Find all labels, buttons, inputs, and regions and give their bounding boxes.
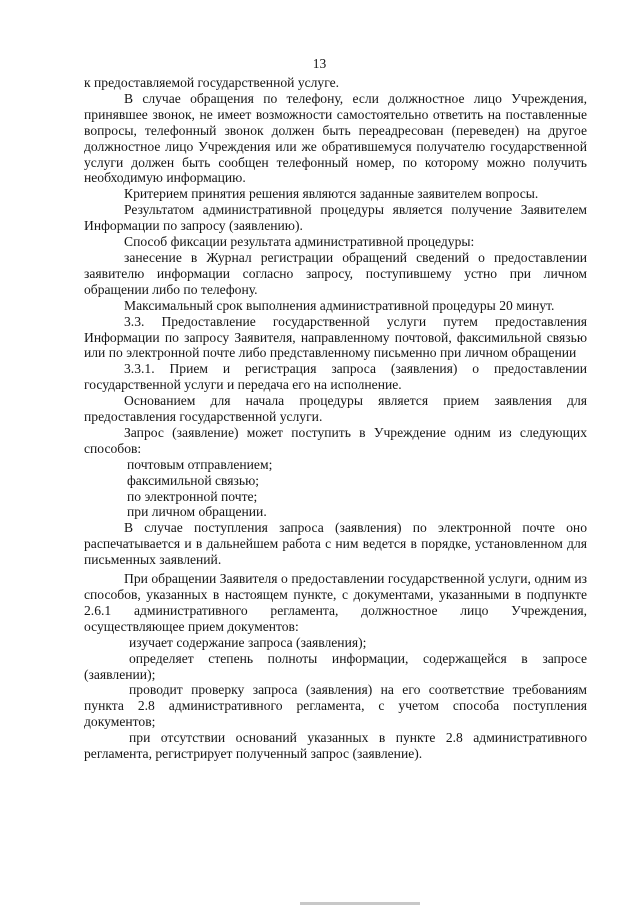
paragraph-decision-criterion: Критерием принятия решения являются заданные заявителем вопросы. <box>124 186 539 202</box>
list-item-in-person: при личном обращении. <box>127 504 267 520</box>
paragraph-phone-inquiry: В случае обращения по телефону, если должностное лицо Учреждения, принявшее звонок, не имеет возможности самостоятельно ответить на поставленные вопросы, телефонный звонок должен быть переадресован (переведен) на другое должностное лицо Учреждения или же обратившемуся получателю государственной услуги должен быть сообщен телефонный номер, по которому можно получить необходимую информацию. <box>84 90 587 186</box>
list-item-email: по электронной почте; <box>127 488 258 504</box>
paragraph-journal-entry: занесение в Журнал регистрации обращений сведений о предоставлении заявителю информации согласно запросу, поступившему устно при личном обращении либо по телефону. <box>84 249 587 297</box>
paragraph-max-duration: Максимальный срок выполнения административной процедуры 20 минут. <box>124 297 555 313</box>
paragraph-continuation: к предоставляемой государственной услуге. <box>84 75 340 90</box>
paragraph-procedure-result: Результатом административной процедуры является получение Заявителем Информации по запросу (заявлению). <box>84 202 587 234</box>
section-heading-3-3: 3.3. Предоставление государственной услуги путем предоставления Информации по запросу Заявителя, направленному почтовой, факсимильной связью или по электронной почте либо представленному письменно при личном обращении <box>84 313 587 361</box>
paragraph-applicant-request: При обращении Заявителя о предоставлении государственной услуги, одним из способов, указанных в настоящем пункте, с документами, указанными в подпункте 2.6.1 административного регламента, должностное лицо Учреждения, осуществляющее прием документов: <box>84 571 587 634</box>
section-heading-3-3-1: 3.3.1. Прием и регистрация запроса (заявления) о предоставлении государственной услуги и передача его на исполнение. <box>84 361 587 393</box>
list-item-fax: факсимильной связью; <box>127 472 260 488</box>
document-body <box>84 75 587 762</box>
page-number: 13 <box>312 56 327 71</box>
list-item-postal: почтовым отправлением; <box>127 456 273 472</box>
list-item-verification: проводит проверку запроса (заявления) на его соответствие требованиям пункта 2.8 административного регламента, с учетом способа поступления документов; <box>84 682 587 730</box>
paragraph-procedure-basis: Основанием для начала процедуры является прием заявления для предоставления государственной услуги. <box>84 393 587 425</box>
paragraph-request-channels: Запрос (заявление) может поступить в Учреждение одним из следующих способов: <box>84 424 587 456</box>
list-item-completeness: определяет степень полноты информации, содержащейся в запросе (заявлении); <box>84 650 587 682</box>
paragraph-fixation-method: Способ фиксации результата административной процедуры: <box>124 234 475 250</box>
list-item-study-request: изучает содержание запроса (заявления); <box>129 634 367 650</box>
paragraph-email-processing: В случае поступления запроса (заявления) по электронной почте оно распечатывается и в дальнейшем работа с ним ведется в порядке, установленном для письменных заявлений. <box>84 520 587 568</box>
list-item-registration: при отсутствии оснований указанных в пункте 2.8 административного регламента, регистрирует полученный запрос (заявление). <box>84 730 587 762</box>
